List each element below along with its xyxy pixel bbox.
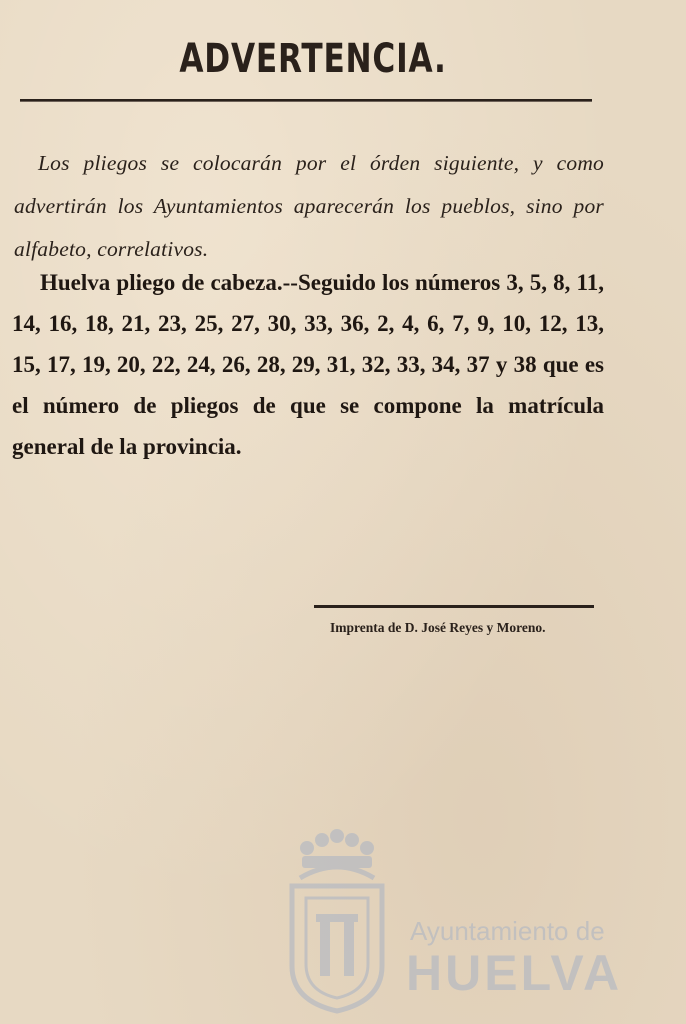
notice-italic-paragraph [14,142,604,271]
page-title: ADVERTENCIA. [179,36,447,82]
header-rule [20,99,592,102]
watermark-line-2: HUELVA [406,945,623,1001]
watermark-line-1: Ayuntamiento de [410,916,605,946]
footer-rule [314,605,594,608]
coat-of-arms-icon [272,826,402,1016]
italic-paragraph-text: Los pliegos se colocarán por el órden siguiente, y como advertirán los Ayuntamientos aparecerán los pueblos, sino por alfabeto, correlativos. [14,151,604,261]
imprint-line: Imprenta de D. José Reyes y Moreno. [330,620,546,635]
ayuntamiento-watermark [272,826,623,1016]
notice-bold-paragraph [12,262,604,467]
bold-paragraph-text: Huelva pliego de cabeza.--Seguido los números 3, 5, 8, 11, 14, 16, 18, 21, 23, 25, 27, 30, 33, 36, 2, 4, 6, 7, 9, 10, 12, 13, 15, 17, 19, 20, 22, 24, 26, 28, 29, 31, 32, 33, 34, 37 y 38 que es el número de pliegos de que se compone la matrícula general de la provincia. [12,270,604,459]
